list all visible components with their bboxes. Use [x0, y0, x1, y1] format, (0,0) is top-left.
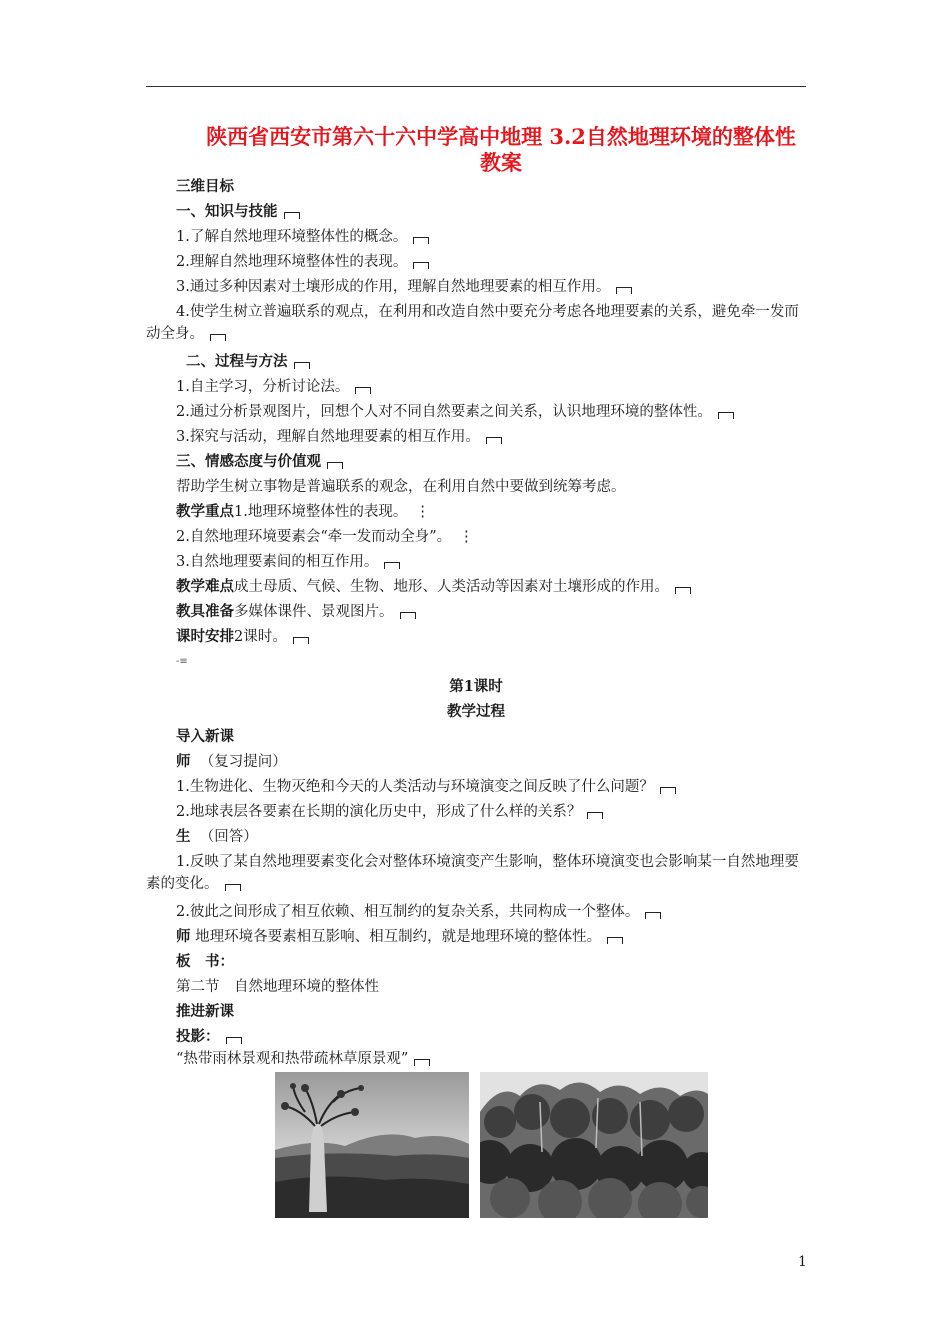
key-points-1: 教学重点1.地理环境整体性的表现。 ⋮	[176, 503, 430, 520]
small-mark: -≡	[176, 656, 188, 667]
key-points-2: 2.自然地理环境要素会“牵一发而动全身”。 ⋮	[176, 529, 474, 545]
process-item-3: 3.探究与活动，理解自然地理要素的相互作用。	[176, 426, 840, 448]
student-answer: 生 （回答）	[176, 828, 258, 845]
schedule: 课时安排2课时。	[176, 626, 840, 648]
procedure-heading: 教学过程	[447, 703, 505, 720]
knowledge-item-1: 1.了解自然地理环境整体性的概念。	[176, 226, 840, 248]
answer-1: 1.反映了某自然地理要素变化会对整体环境演变产生影响，整体环境演变也会影响某一自然地理要素的变化。	[146, 854, 799, 892]
process-heading: 二、过程与方法	[186, 351, 850, 373]
document-title: 陕西省西安市第六十六中学高中地理 3.2自然地理环境的整体性教案	[206, 124, 796, 175]
teacher-summary: 师 地理环境各要素相互影响、相互制约，就是地理环境的整体性。	[176, 926, 840, 948]
intro-heading: 导入新课	[176, 728, 234, 745]
difficulty: 教学难点成土母质、气候、生物、地形、人类活动等因素对土壤形成的作用。	[176, 576, 840, 598]
knowledge-item-2: 2.理解自然地理环境整体性的表现。	[176, 251, 840, 273]
process-item-2: 2.通过分析景观图片，回想个人对不同自然要素之间关系，认识地理环境的整体性。	[176, 401, 840, 423]
savanna-photo	[275, 1072, 469, 1218]
knowledge-heading: 一、知识与技能	[176, 201, 840, 223]
advance-heading: 推进新课	[176, 1003, 234, 1020]
answer-2: 2.彼此之间形成了相互依赖、相互制约的复杂关系，共同构成一个整体。	[176, 901, 840, 923]
rainforest-photo	[480, 1072, 708, 1218]
projection-label: 投影：	[176, 1026, 840, 1048]
board-heading: 板 书：	[176, 953, 234, 970]
key-points-3: 3.自然地理要素间的相互作用。	[176, 551, 840, 573]
question-2: 2.地球表层各要素在长期的演化历史中，形成了什么样的关系？	[176, 801, 840, 823]
question-1: 1.生物进化、生物灭绝和今天的人类活动与环境演变之间反映了什么问题？	[176, 776, 840, 798]
page-number: 1	[798, 1254, 807, 1270]
knowledge-item-4: 4.使学生树立普遍联系的观点，在利用和改造自然中要充分考虑各地理要素的关系，避免牵一发而动全身。	[146, 304, 799, 342]
knowledge-item-3: 3.通过多种因素对土壤形成的作用，理解自然地理要素的相互作用。	[176, 276, 840, 298]
board-text: 第二节 自然地理环境的整体性	[176, 979, 379, 995]
lesson-heading: 第1课时	[449, 678, 503, 695]
emotion-heading: 三、情感态度与价值观	[176, 451, 840, 473]
teaching-tools: 教具准备多媒体课件、景观图片。	[176, 601, 840, 623]
goals-heading: 三维目标	[176, 178, 234, 195]
photo-caption: “热带雨林景观和热带疏林草原景观”	[176, 1048, 840, 1070]
process-item-1: 1.自主学习，分析讨论法。	[176, 376, 840, 398]
emotion-item: 帮助学生树立事物是普遍联系的观念，在利用自然中要做到统筹考虑。	[176, 479, 626, 495]
header-rule	[146, 86, 806, 87]
teacher-review: 师 （复习提问）	[176, 753, 287, 770]
